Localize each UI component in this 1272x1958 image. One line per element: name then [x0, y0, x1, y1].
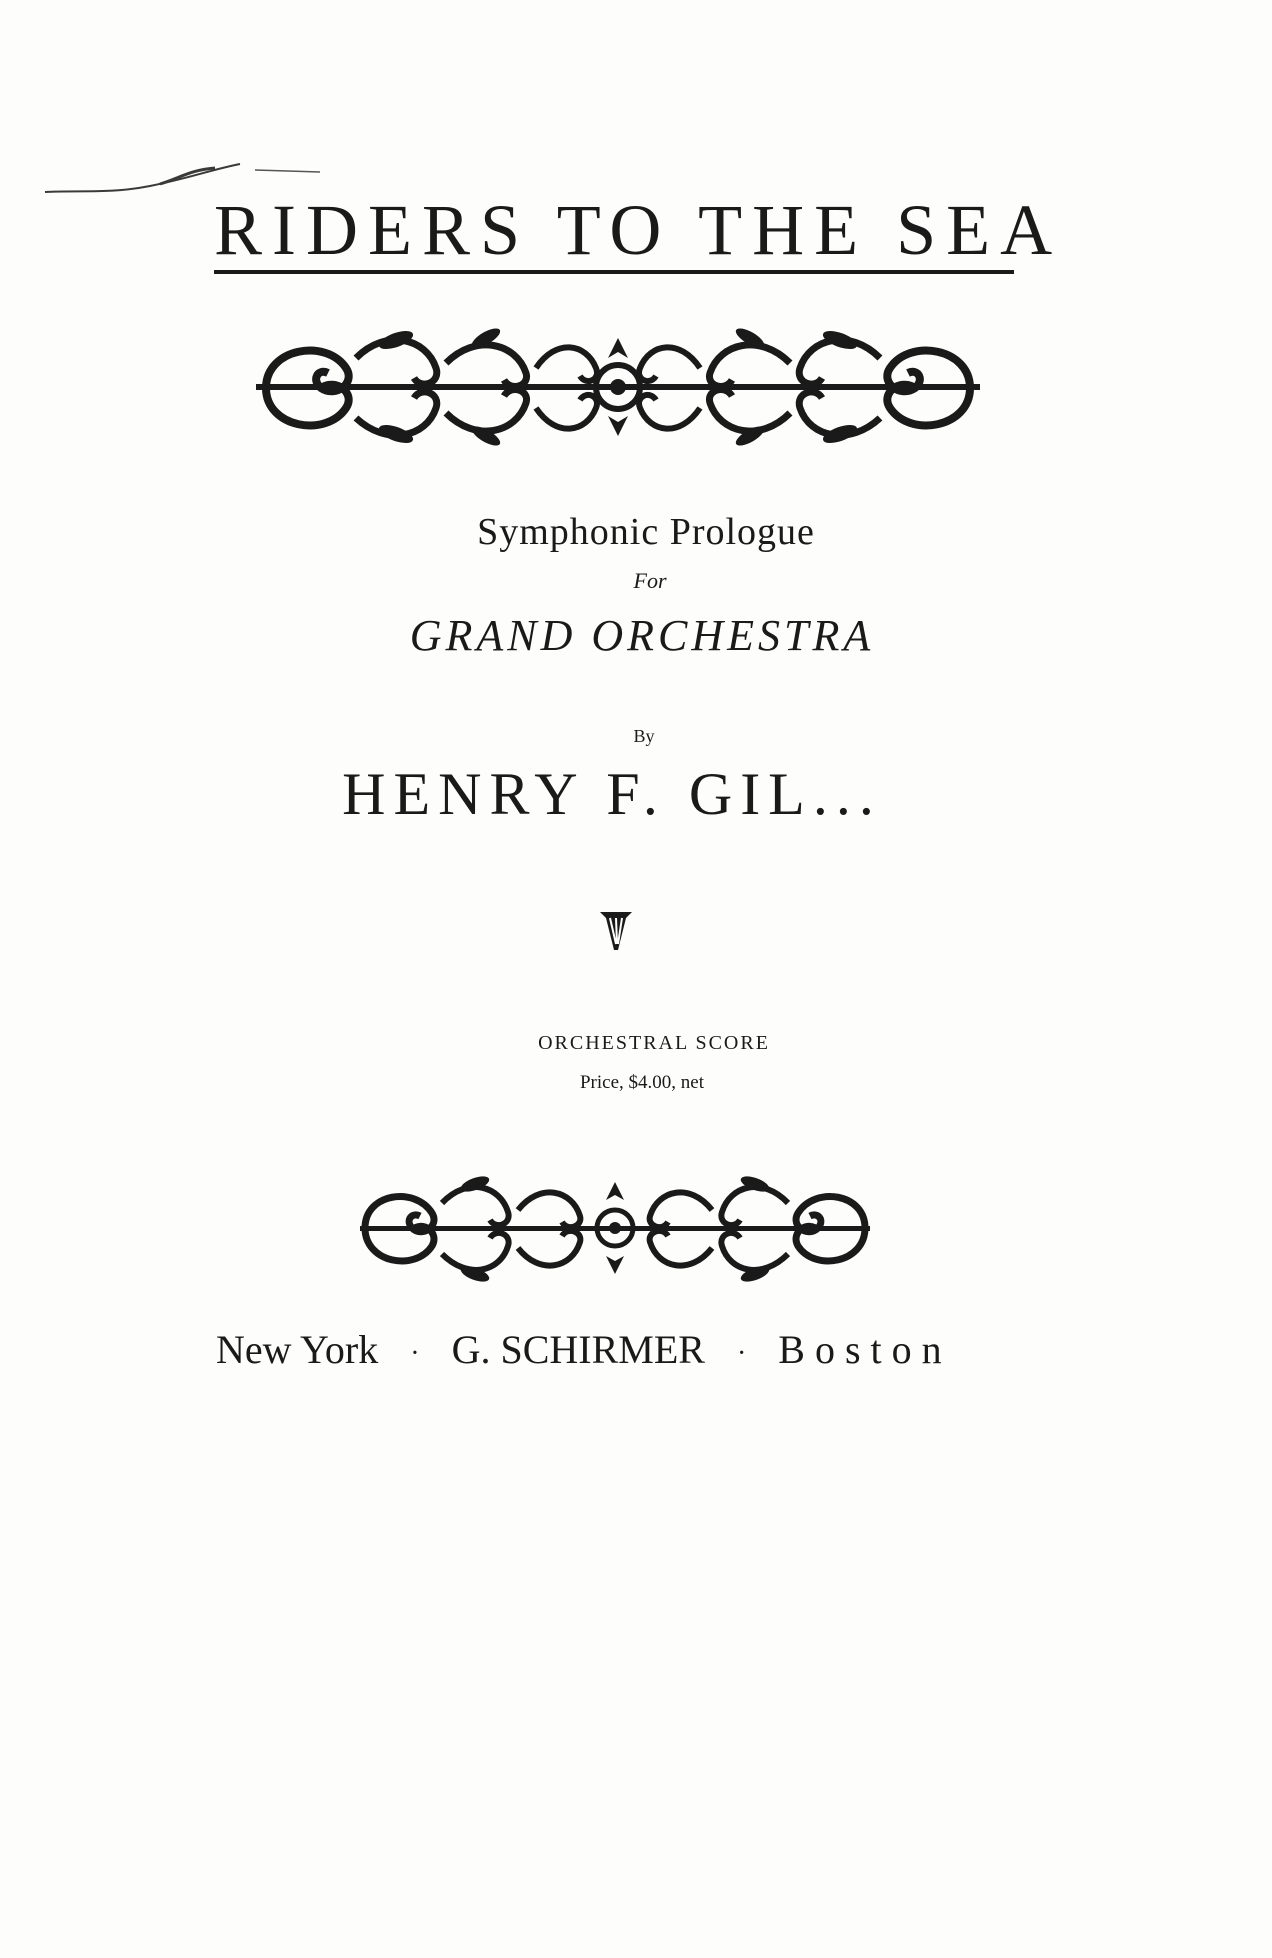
price-label: Price, $4.00, net: [579, 1072, 704, 1093]
score-label: ORCHESTRAL SCORE: [538, 1032, 770, 1054]
composer-name: HENRY F. GIL...: [342, 761, 882, 827]
ensemble-label: GRAND ORCHESTRA: [409, 611, 875, 660]
by-label: By: [633, 726, 655, 746]
top-ornament-icon: [246, 318, 990, 456]
imprint-publisher: G. SCHIRMER: [451, 1327, 705, 1372]
page-title: RIDERS TO THE SEA: [214, 190, 1063, 270]
imprint-separator: ·: [410, 1337, 420, 1369]
bottom-ornament-icon: [350, 1168, 880, 1290]
imprint-city-left: New York: [216, 1327, 379, 1372]
publisher-imprint: [216, 1326, 1036, 1373]
imprint-separator: ·: [736, 1337, 747, 1369]
harp-icon: [596, 908, 636, 954]
imprint-city-right: Boston: [778, 1327, 952, 1372]
for-label: For: [633, 568, 667, 593]
title-underline: [214, 270, 1014, 274]
subtitle: Symphonic Prologue: [477, 511, 815, 553]
